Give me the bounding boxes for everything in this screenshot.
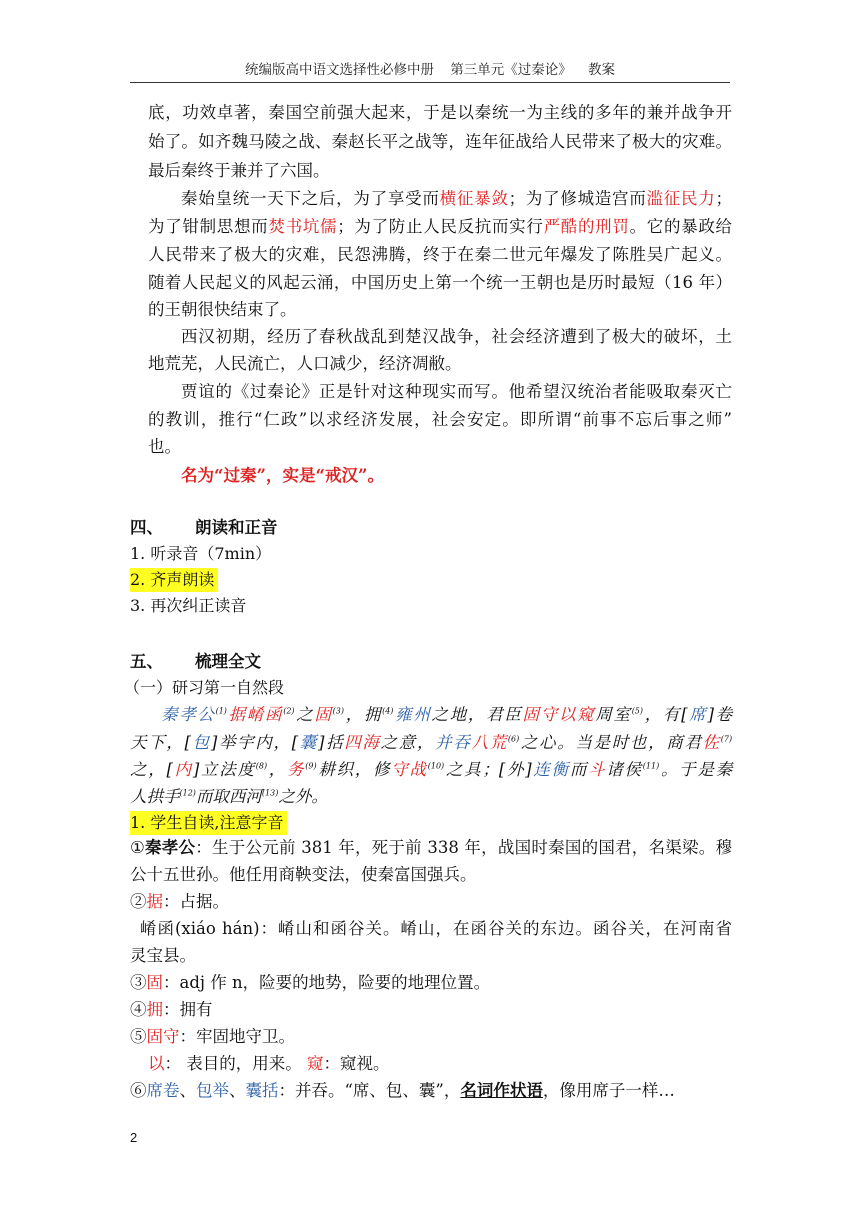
list-item: 1. 听录音（7min） <box>130 544 272 563</box>
note-line: ①秦孝公：生于公元前 381 年，死于前 338 年，战国时秦国的国君，名渠梁。穆 <box>130 838 733 857</box>
paragraph-line: 地荒芜，人民流亡，人口减少，经济凋敝。 <box>148 354 462 373</box>
list-item: 3. 再次纠正读音 <box>130 596 247 615</box>
paragraph-line: 也。 <box>148 437 181 456</box>
note-line: 崤函(xiáo hán)：崤山和函谷关。崤山，在函谷关的东边。函谷关，在河南省 <box>140 919 732 938</box>
paragraph-line: 最后秦终于兼并了六国。 <box>148 161 330 180</box>
text-line: 人拱手$^{(12)}$而取西河$^{(13)}$之外。 <box>130 787 328 806</box>
header-unit: 第三单元《过秦论》 <box>450 62 572 78</box>
highlight-term: 焚书坑儒 <box>268 217 338 236</box>
paragraph-line: 为了钳制思想而焚书坑儒；为了防止人民反抗而实行严酷的刑罚。它的暴政给 <box>148 217 733 236</box>
note-line: ④拥：拥有 <box>130 1000 213 1019</box>
note-line: ⑥席卷、包举、囊括：并吞。“席、包、囊”，名词作状语，像用席子一样… <box>130 1081 675 1100</box>
note-line: ③固：adj 作 n，险要的地势，险要的地理位置。 <box>130 973 491 992</box>
highlight-term: 横征暴敛 <box>439 189 509 208</box>
header-kind: 教案 <box>588 62 616 78</box>
highlight-term: 滥征民力 <box>646 189 716 208</box>
list-item: 2. 齐声朗读 <box>130 568 218 592</box>
note-line: ②据：占据。 <box>130 892 229 911</box>
paragraph-line: 底，功效卓著，秦国空前强大起来，于是以秦统一为主线的多年的兼并战争开 <box>148 103 732 122</box>
text-line: 之，[内]立法度$^{(8)}$，务$^{(9)}$耕织，修守战$^{(10)}$之具；[外]连衡而斗诸侯$^{(11)}$。于是秦 <box>130 760 733 779</box>
header-title: 统编版高中语文选择性必修中册 <box>244 62 434 78</box>
paragraph-line: 人民带来了极大的灾难，民怨沸腾，终于在秦二世元年爆发了陈胜吴广起义。 <box>148 245 732 264</box>
page-number: 2 <box>130 1130 138 1145</box>
subsection-heading: （一）研习第一自然段 <box>124 678 285 697</box>
text-line: 天下，[包]举宇内，[囊]括四海之意，并吞八荒$^{(6)}$之心。当是时也，商君佐$^{(7)}$ <box>130 733 733 752</box>
paragraph-line: 秦始皇统一天下之后，为了享受而横征暴敛；为了修城造宫而滥征民力； <box>181 189 733 208</box>
section-heading: 四、 朗读和正音 <box>130 518 278 537</box>
page-header <box>130 58 730 83</box>
note-line: 以： 表目的，用来。 窥：窥视。 <box>148 1054 390 1073</box>
paragraph-line: 随着人民起义的风起云涌，中国历史上第一个统一王朝也是历时最短（16 年） <box>148 273 732 292</box>
text-line: 秦孝公$^{(1)}$据崤函$^{(2)}$之固$^{(3)}$，拥$^{(4)}$雍州之地，君臣固守以窥周室$^{(5)}$，有[席]卷 <box>161 705 733 724</box>
paragraph-line: 西汉初期，经历了春秋战乱到楚汉战争，社会经济遭到了极大的破坏，土 <box>181 327 732 346</box>
paragraph-line: 的教训，推行“仁政”以求经济发展，社会安定。即所谓“前事不忘后事之师” <box>148 410 732 429</box>
highlight-term: 严酷的刑罚 <box>543 217 630 236</box>
note-line: 灵宝县。 <box>130 946 196 965</box>
paragraph-line: 始了。如齐魏马陵之战、秦赵长平之战等，连年征战给人民带来了极大的灾难。 <box>148 132 732 151</box>
key-slogan: 名为“过秦”，实是“戒汉”。 <box>181 466 384 485</box>
notes-heading: 1. 学生自读,注意字音 <box>130 811 287 835</box>
note-line: ⑤固守：牢固地守卫。 <box>130 1027 295 1046</box>
paragraph-line: 的王朝很快结束了。 <box>148 300 297 319</box>
note-line: 公十五世孙。他任用商鞅变法，使秦富国强兵。 <box>130 865 477 884</box>
section-heading: 五、 梳理全文 <box>130 652 261 671</box>
paragraph-line: 贾谊的《过秦论》正是针对这种现实而写。他希望汉统治者能吸取秦灭亡 <box>181 382 732 401</box>
